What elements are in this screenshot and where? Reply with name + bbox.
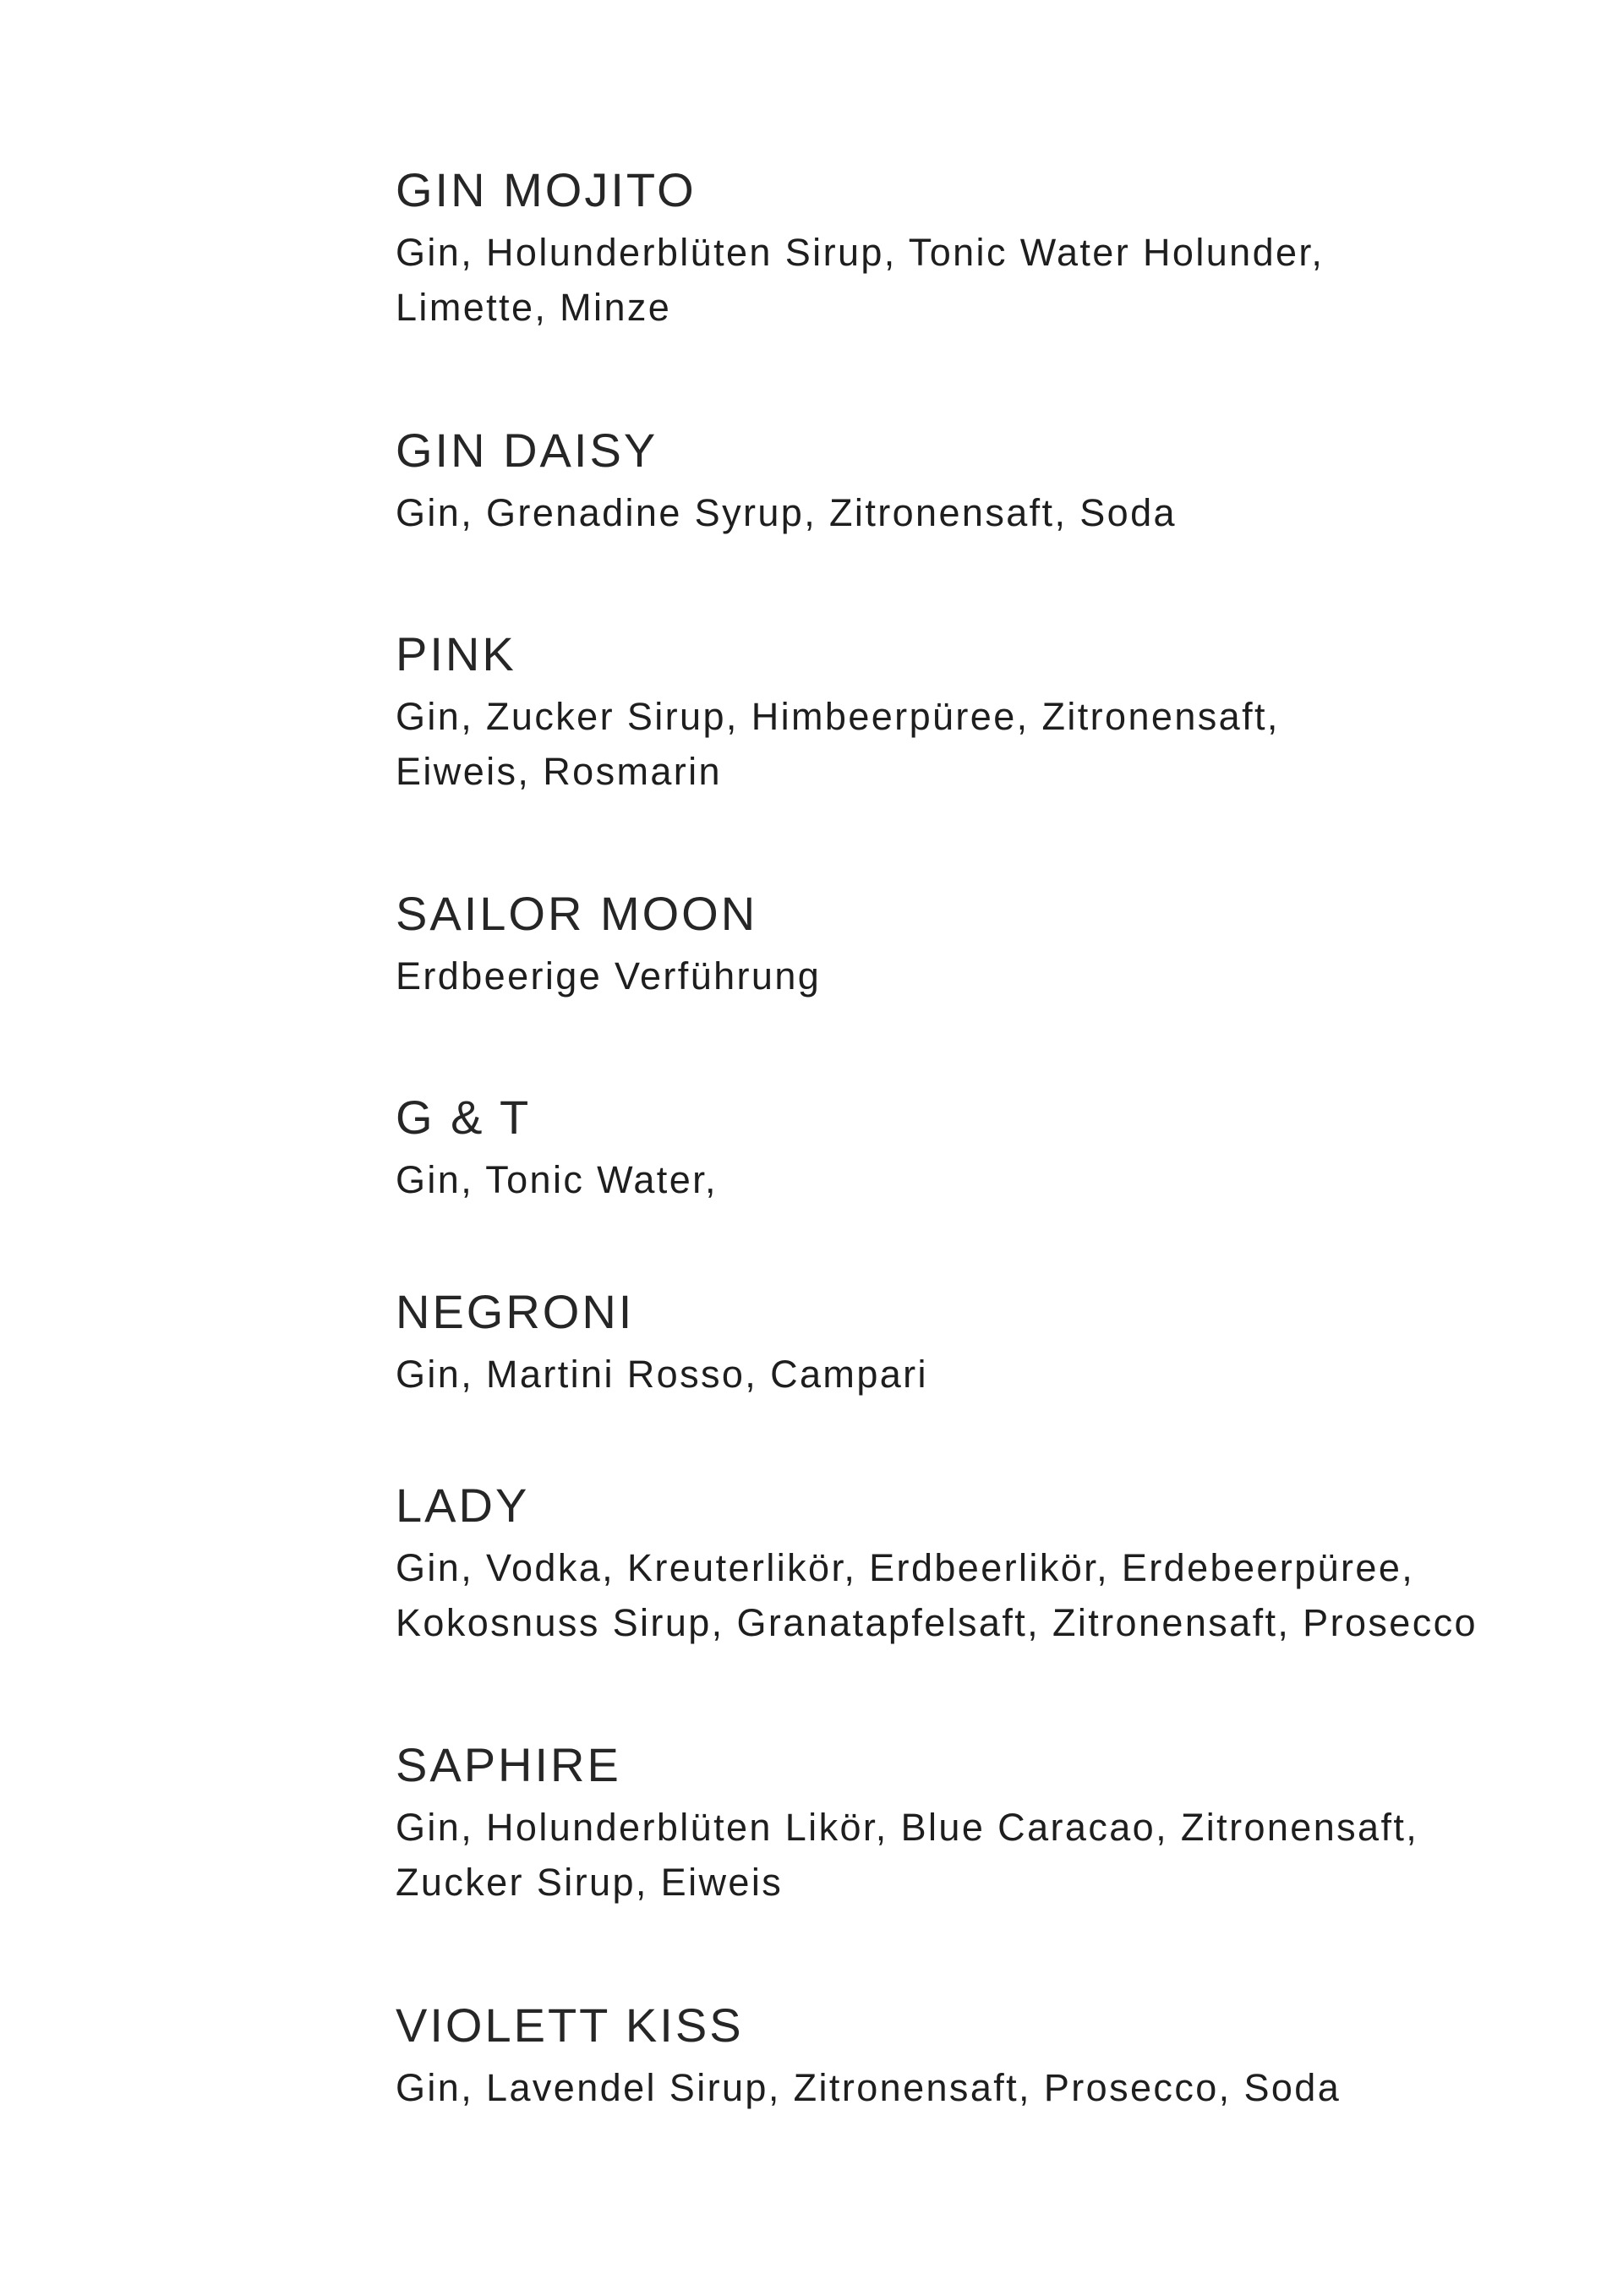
cocktail-ingredients: Gin, Martini Rosso, Campari xyxy=(396,1353,928,1396)
menu-item-saphire xyxy=(396,1736,1579,1910)
cocktail-name: SAILOR MOON xyxy=(396,887,758,940)
menu-item-negroni xyxy=(396,1282,1579,1402)
cocktail-ingredients: Gin, Holunderblüten Sirup, Tonic Water Holunder, Limette, Minze xyxy=(396,231,1325,329)
cocktail-ingredients: Gin, Zucker Sirup, Himbeerpüree, Zitronensaft, Eiweis, Rosmarin xyxy=(396,695,1280,793)
menu-item-gin-mojito xyxy=(396,161,1579,335)
cocktail-name: SAPHIRE xyxy=(396,1738,621,1791)
cocktail-name: NEGRONI xyxy=(396,1285,635,1338)
cocktail-name: G & T xyxy=(396,1091,532,1144)
cocktail-name: GIN MOJITO xyxy=(396,163,697,216)
cocktail-ingredients: Gin, Vodka, Kreuterlikör, Erdbeerlikör, Erdebeerpüree, Kokosnuss Sirup, Granatapfelsaft, Zitronensaft, Prosecco xyxy=(396,1546,1478,1644)
cocktail-name: GIN DAISY xyxy=(396,424,658,477)
cocktail-ingredients: Erdbeerige Verführung xyxy=(396,954,822,998)
cocktail-ingredients: Gin, Holunderblüten Likör, Blue Caracao, Zitronensaft, Zucker Sirup, Eiweis xyxy=(396,1806,1419,1904)
menu-item-pink xyxy=(396,625,1579,799)
cocktail-name: LADY xyxy=(396,1479,530,1532)
cocktail-ingredients: Gin, Tonic Water, xyxy=(396,1158,718,1201)
menu-item-violett-kiss xyxy=(396,1996,1579,2115)
cocktail-name: PINK xyxy=(396,627,516,681)
cocktail-name: VIOLETT KISS xyxy=(396,1998,744,2052)
cocktail-ingredients: Gin, Lavendel Sirup, Zitronensaft, Prosecco, Soda xyxy=(396,2066,1342,2109)
menu-item-sailor-moon xyxy=(396,884,1579,1003)
menu-item-g-and-t xyxy=(396,1088,1579,1207)
cocktail-ingredients: Gin, Grenadine Syrup, Zitronensaft, Soda xyxy=(396,491,1177,534)
menu-item-gin-daisy xyxy=(396,421,1579,540)
menu-item-lady xyxy=(396,1476,1579,1650)
